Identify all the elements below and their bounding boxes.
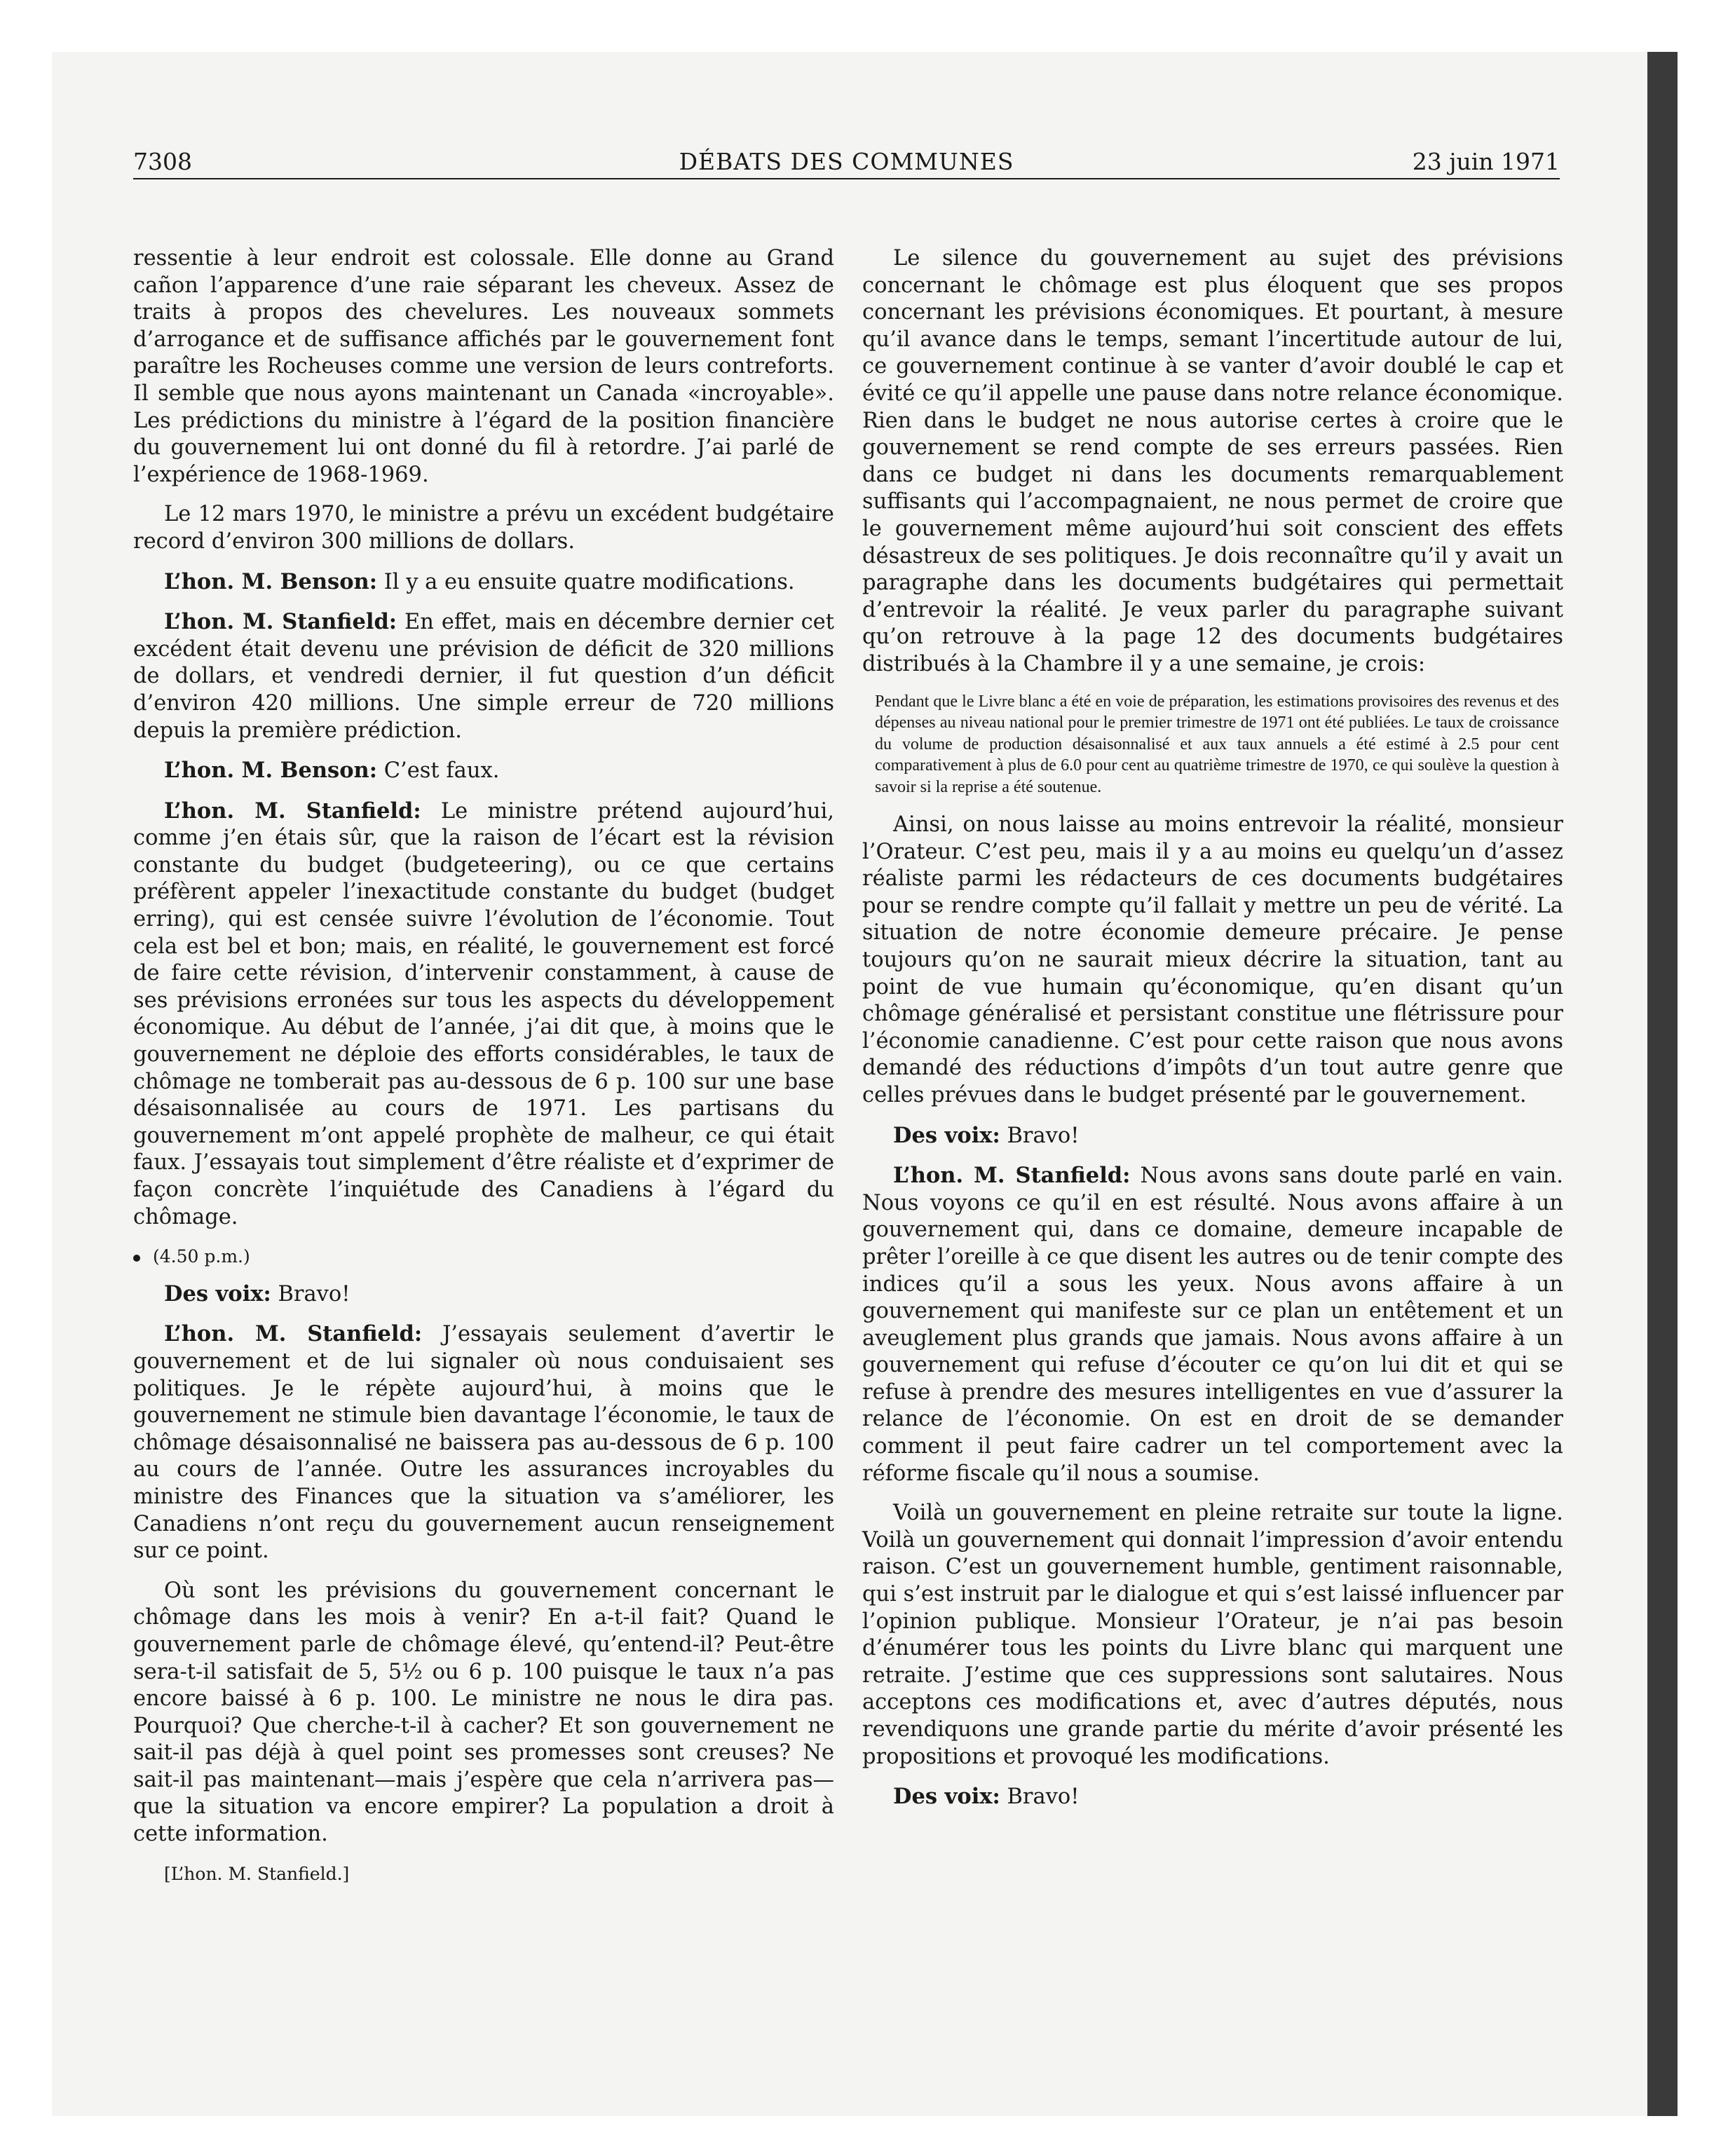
speech-text: Bravo! (271, 1281, 351, 1306)
paragraph: Le silence du gouvernement au sujet des prévisions concernant le chômage est plus éloquent que ses propos concernant les prévisions économiques. Et pourtant, à mesure qu’il avance dans le temps, semant l’incertitude autour de lui, ce gouvernement continue à se vanter d’avoir doublé le cap et évité ce qu’il appelle une pause dans notre relance économique. Rien dans le budget ne nous autorise certes à croire que le gouvernement se rend compte de ses erreurs passées. Rien dans ce budget ni dans les documents remarquablement suffisants qui l’accompagnaient, ne nous permet de croire que le gouvernement même aujourd’hui soit conscient des effets désastreux de ses politiques. Je dois reconnaître qu’il y avait un paragraphe dans les documents budgétaires qui permettait d’entrevoir la réalité. Je veux parler du paragraphe suivant qu’on retrouve à la page 12 des documents budgétaires distribués à la Chambre il y a une semaine, je crois: (862, 246, 1563, 676)
speech (862, 1162, 1563, 1487)
speaker-name: L’hon. M. Stanfield: (164, 1321, 423, 1347)
speaker-name: L’hon. M. Benson: (164, 568, 377, 594)
speech (133, 757, 834, 785)
speech-text: Nous avons sans doute parlé en vain. Nous voyons ce qu’il en est résulté. Nous avons affaire à un gouvernement qui, dans ce domaine, demeure incapable de prêter l’oreille à ce que disent les autres ou de tenir compte des indices qu’il a sous les yeux. Nous avons affaire à un gouvernement qui manifeste sur ce plan un entêtement et un aveuglement plus grands que jamais. Nous avons affaire à un gouvernement qui refuse d’écouter ce qu’on lui dit et qui se refuse à prendre des mesures intelligentes en vue d’assurer la relance de l’économie. On est en droit de se demander comment il peut faire cadrer un tel comportement avec la réforme fiscale qu’il nous a soumise. (862, 1164, 1564, 1486)
paragraph: ressentie à leur endroit est colossale. Elle donne au Grand cañon l’apparence d’une raie séparant les cheveux. Assez de traits à propos des chevelures. Les nouveaux sommets d’arrogance et de suffisance affichés par le gouvernement font paraître les Rocheuses comme une version de leurs contreforts. Il semble que nous ayons maintenant un Canada «incroyable». Les prédictions du ministre à l’égard de la position financière du gouvernement lui ont donné du fil à retordre. J’ai parlé de l’expérience de 1968-1969. (133, 246, 834, 487)
speaker-name: Des voix: (893, 1122, 1000, 1148)
speech (133, 568, 834, 596)
speaker-name: Des voix: (164, 1281, 271, 1306)
speech (133, 1321, 834, 1564)
speaker-name: Des voix: (893, 1784, 1000, 1810)
speech-text: J’essayais seulement d’avertir le gouvernement et de lui signaler où nous conduisaient ses politiques. Je le répète aujourd’hui, à moins que le gouvernement ne stimule bien davantage l’économie, le taux de chômage désaisonnalisé ne baissera pas au-dessous de 6 p. 100 au cours de l’année. Outre les assurances incroyables du ministre des Finances que la situation va s’améliorer, les Canadiens n’ont reçu du gouvernement aucun renseignement sur ce point. (133, 1322, 834, 1564)
time-marker (133, 1243, 834, 1271)
speech-text: En effet, mais en décembre dernier cet excédent était devenu une prévision de déficit de 320 millions de dollars, et vendredi dernier, il fut question d’un déficit d’environ 420 millions. Une simple erreur de 720 millions depuis la première prédiction. (133, 610, 834, 743)
publication-title: DÉBATS DES COMMUNES (679, 148, 1014, 175)
speaker-attribution: [L’hon. M. Stanfield.] (164, 1863, 350, 1884)
paragraph: Ainsi, on nous laisse au moins entrevoir la réalité, monsieur l’Orateur. C’est peu, mais il y a au moins eu quelqu’un d’assez réaliste parmi les rédacteurs de ces documents budgétaires pour se rendre compte qu’il fallait y mettre un peu de vérité. La situation de notre économie demeure précaire. Je pense toujours qu’on ne saurait mieux décrire la situation, tant au point de vue humain qu’économique, qu’en disant qu’un chômage généralisé et persistant constitue une flétrissure pour l’économie canadienne. C’est pour cette raison que nous avons demandé des réductions d’impôts d’un tout autre genre que celles prévues dans le budget présenté par le gouvernement. (862, 812, 1563, 1107)
speech-text: Bravo! (1000, 1123, 1080, 1148)
paragraph: Le 12 mars 1970, le ministre a prévu un excédent budgétaire record d’environ 300 millions de dollars. (133, 502, 834, 554)
speech-text: Bravo! (1000, 1785, 1080, 1810)
left-column (133, 245, 834, 1900)
block-quote: Pendant que le Livre blanc a été en voie de préparation, les estimations provisoires des revenus et des dépenses au niveau national pour le premier trimestre de 1971 ont été publiées. Le taux de croissance du volume de production désaisonnalisé et aux taux annuels a été estimé à 2.5 pour cent comparativement à plus de 6.0 pour cent au quatrième trimestre de 1970, ce qui soulève la question à savoir si la reprise a été soutenue. (875, 692, 1559, 796)
speaker-name: L’hon. M. Stanfield: (893, 1163, 1131, 1189)
paragraph: Voilà un gouvernement en pleine retraite sur toute la ligne. Voilà un gouvernement qui donnait l’impression d’avoir entendu raison. C’est un gouvernement humble, gentiment raisonnable, qui s’est instruit par le dialogue et qui s’est laissé influencer par l’opinion publique. Monsieur l’Orateur, je n’ai pas besoin d’énumérer tous les points du Livre blanc qui marquent une retraite. J’estime que ces suppressions sont salutaires. Nous acceptons ces modifications et, avec d’autres députés, nous revendiquons une grande partie du mérite d’avoir présenté les propositions et provoqué les modifications. (862, 1501, 1563, 1769)
speech (133, 798, 834, 1231)
right-column (862, 245, 1563, 1824)
binding-edge (1647, 52, 1678, 2116)
speaker-name: L’hon. M. Benson: (164, 758, 377, 784)
page-header (133, 146, 1560, 179)
page-number: 7308 (133, 148, 192, 175)
speech-text: Le ministre prétend aujourd’hui, comme j’en étais sûr, que la raison de l’écart est la révision constante du budget (budgeteering), ou ce que certains préfèrent appeler l’inexactitude constante du budget (budget erring), qui est censée suivre l’évolution de l’économie. Tout cela est bel et bon; mais, en réalité, le gouvernement est forcé de faire cette révision, d’intervenir constamment, à cause de ses prévisions erronées sur tous les aspects du développement économique. Au début de l’année, j’ai dit que, à moins que le gouvernement ne déploie des efforts considérables, le taux de chômage ne tomberait pas au-dessous de 6 p. 100 sur une base désaisonnalisée au cours de 1971. Les partisans du gouvernement m’ont appelé prophète de malheur, ce qui était faux. J’essayais tout simplement d’être réaliste et d’exprimer de façon concrète l’inquiétude des Canadiens à l’égard du chômage. (133, 798, 834, 1229)
speaker-name: L’hon. M. Stanfield: (164, 798, 421, 824)
speech-text: C’est faux. (377, 758, 500, 784)
speech-text: Il y a eu ensuite quatre modifications. (377, 569, 795, 594)
bullet-icon (133, 1255, 140, 1262)
speech (862, 1783, 1563, 1811)
paragraph: Où sont les prévisions du gouvernement concernant le chômage dans les mois à venir? En a-t-il fait? Quand le gouvernement parle de chômage élevé, qu’entend-il? Peut-être sera-t-il satisfait de 5, 5½ ou 6 p. 100 puisque le taux n’a pas encore baissé à 6 p. 100. Le ministre ne nous le dira pas. Pourquoi? Que cherche-t-il à cacher? Et son gouvernement ne sait-il pas déjà à quel point ses promesses sont creuses? Ne sait-il pas maintenant—mais j’espère que cela n’arrivera pas—que la situation va encore empirer? La population a droit à cette information. (133, 1578, 834, 1847)
speech (133, 608, 834, 744)
speech (862, 1122, 1563, 1150)
speaker-name: L’hon. M. Stanfield: (164, 609, 397, 635)
speech (133, 1281, 834, 1309)
publication-date: 23 juin 1971 (1412, 148, 1560, 175)
time-marker-text: (4.50 p.m.) (153, 1246, 250, 1267)
